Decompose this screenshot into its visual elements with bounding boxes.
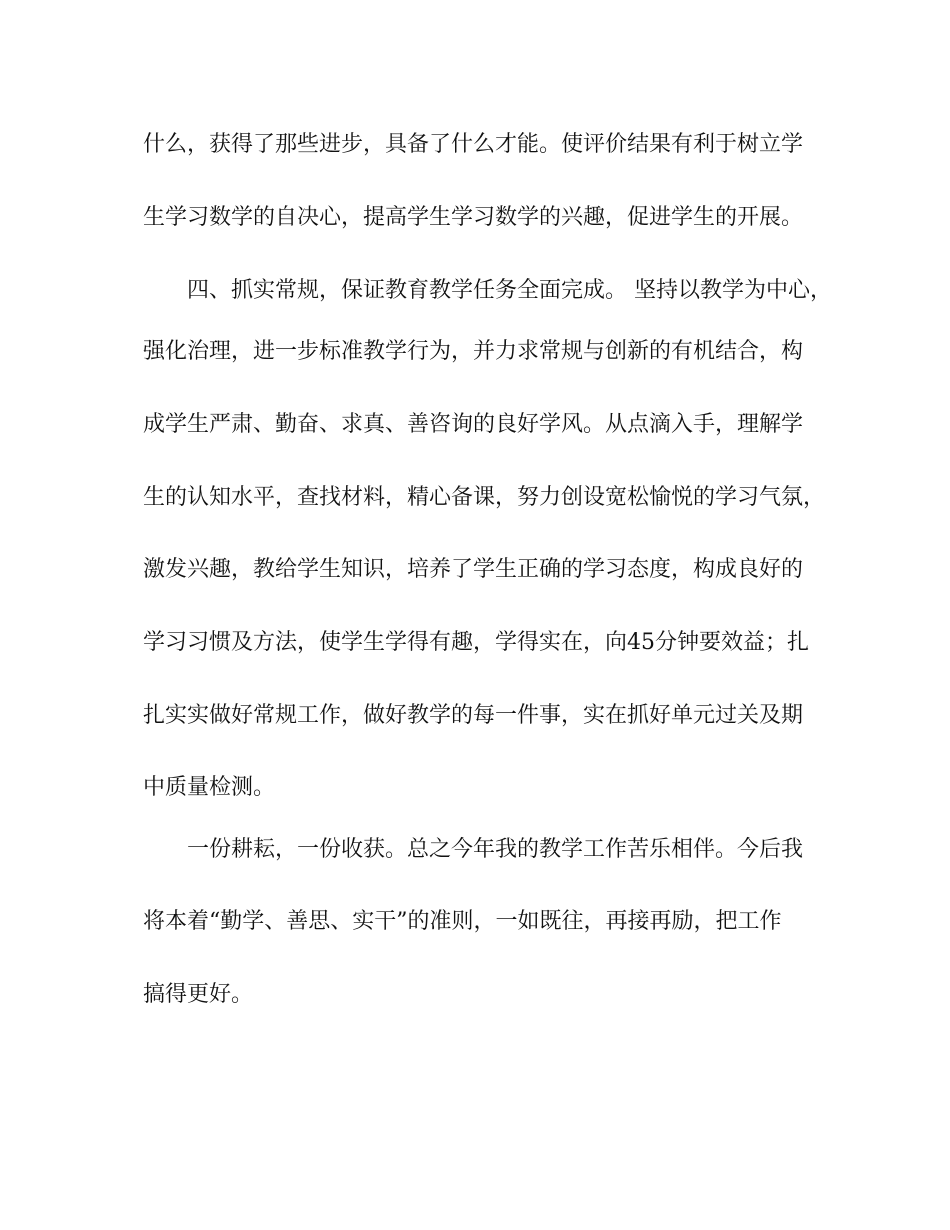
- paragraph-line: 中质量检测。: [143, 775, 276, 800]
- paragraph-line: 一份耕耘，一份收获。总之今年我的教学工作苦乐相伴。今后我: [187, 837, 804, 862]
- paragraph-line: 扎实实做好常规工作，做好教学的每一件事，实在抓好单元过关及期: [143, 703, 804, 728]
- paragraph-line: 生的认知水平，查找材料，精心备课，努力创设宽松愉悦的学习气氛，: [143, 485, 826, 510]
- paragraph-line: 将本着“勤学、善思、实干”的准则，一如既往，再接再励，把工作: [143, 909, 782, 934]
- paragraph-line: 激发兴趣，教给学生知识，培养了学生正确的学习态度，构成良好的: [143, 557, 804, 582]
- paragraph-line: 搞得更好。: [143, 982, 254, 1007]
- paragraph-line: 四、抓实常规，保证教育教学任务全面完成。 坚持以教学为中心，: [187, 278, 832, 303]
- paragraph-line: 生学习数学的自决心，提高学生学习数学的兴趣，促进学生的开展。: [143, 205, 804, 230]
- paragraph-line: 强化治理，进一步标准教学行为，并力求常规与创新的有机结合，构: [143, 339, 804, 364]
- paragraph-line: 成学生严肃、勤奋、求真、善咨询的良好学风。从点滴入手，理解学: [143, 412, 804, 437]
- paragraph-line: 什么，获得了那些进步，具备了什么才能。使评价结果有利于树立学: [143, 132, 804, 157]
- paragraph-line: 学习习惯及方法，使学生学得有趣，学得实在，向45分钟要效益；扎: [143, 630, 809, 655]
